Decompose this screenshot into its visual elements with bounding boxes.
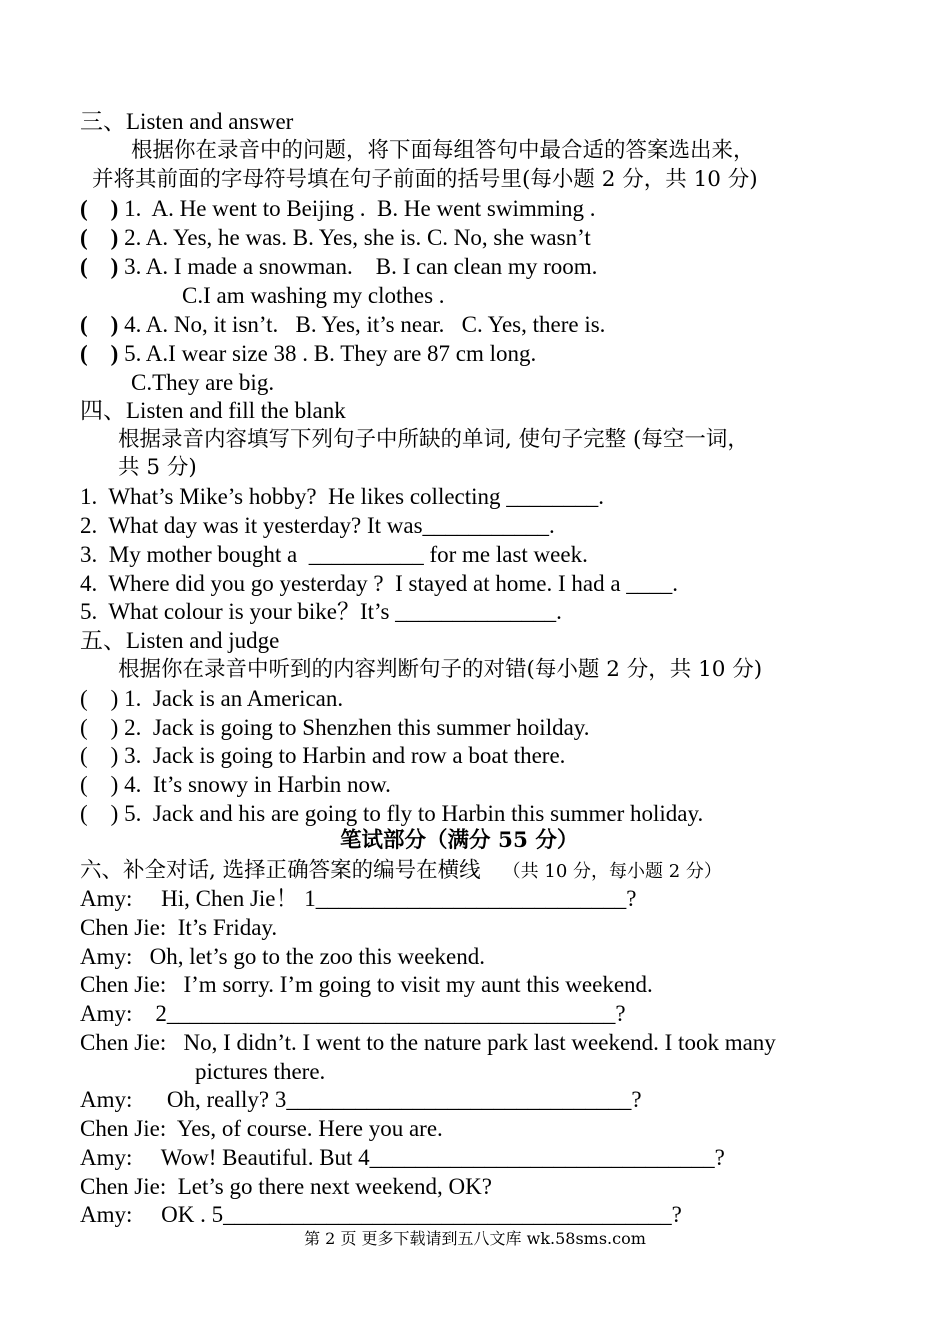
section5-item-3: ( ) 3. Jack is going to Harbin and row a boat there.	[80, 743, 566, 768]
dialogue-line-11: Amy: OK . 5_______________________________________?	[80, 1202, 682, 1227]
answer-bracket[interactable]: ( )	[80, 341, 119, 366]
section4-item-3: 3. My mother bought a __________ for me last week.	[80, 542, 588, 567]
section4-item-5: 5. What colour is your bike？It’s ______________.	[80, 599, 562, 624]
page-footer: 第 2 页 更多下载请到五八文库 wk.58sms.com	[304, 1229, 646, 1248]
dialogue-line-7: Amy: Oh, really? 3______________________________?	[80, 1087, 642, 1112]
dialogue-line-1: Amy: Hi, Chen Jie！ 1___________________________?	[80, 886, 637, 911]
section4-item-4: 4. Where did you go yesterday ? I stayed at home. I had a ____.	[80, 571, 679, 596]
section3-instruction-1: 根据你在录音中的问题，将下面每组答句中最合适的答案选出来，	[131, 138, 755, 163]
section3-heading: 三、Listen and answer	[80, 109, 294, 134]
dialogue-line-9: Amy: Wow! Beautiful. But 4______________________________?	[80, 1145, 725, 1170]
answer-bracket[interactable]: ( )	[80, 196, 119, 221]
written-part-title: 笔试部分（满分 55 分）	[340, 828, 579, 853]
dialogue-line-4: Chen Jie: I’m sorry. I’m going to visit my aunt this weekend.	[80, 972, 653, 997]
section5-item-5: ( ) 5. Jack and his are going to fly to Harbin this summer holiday.	[80, 801, 704, 826]
section5-item-2: ( ) 2. Jack is going to Shenzhen this summer hoilday.	[80, 715, 590, 740]
section3-instruction-2: 并将其前面的字母符号填在句子前面的括号里(每小题 2 分，共 10 分)	[92, 167, 758, 192]
section3-item-5-option-c: C.They are big.	[131, 370, 275, 395]
section6-score-note: （共 10 分，每小题 2 分）	[502, 861, 722, 882]
section3-item-2: ( ) 2. A. Yes, he was. B. Yes, she is. C. No, she wasn’t	[80, 225, 591, 250]
section3-item-3: ( ) 3. A. I made a snowman. B. I can clean my room.	[80, 254, 598, 279]
dialogue-line-5: Amy: 2_______________________________________?	[80, 1001, 626, 1026]
section5-item-1: ( ) 1. Jack is an American.	[80, 686, 344, 711]
section4-instruction-2: 共 5 分)	[118, 455, 197, 480]
dialogue-line-6: Chen Jie: No, I didn’t. I went to the nature park last weekend. I took many	[80, 1030, 776, 1055]
section4-item-2: 2. What day was it yesterday? It was___________.	[80, 513, 555, 538]
section3-item-3-option-c: C.I am washing my clothes .	[182, 283, 445, 308]
dialogue-line-2: Chen Jie: It’s Friday.	[80, 915, 278, 940]
dialogue-line-6-cont: pictures there.	[195, 1059, 326, 1084]
section3-item-4: ( ) 4. A. No, it isn’t. B. Yes, it’s near. C. Yes, there is.	[80, 312, 606, 337]
section6-heading-row	[80, 855, 722, 886]
dialogue-line-8: Chen Jie: Yes, of course. Here you are.	[80, 1116, 443, 1141]
dialogue-line-10: Chen Jie: Let’s go there next weekend, OK?	[80, 1174, 492, 1199]
dialogue-line-3: Amy: Oh, let’s go to the zoo this weekend.	[80, 944, 485, 969]
section5-heading: 五、Listen and judge	[80, 628, 280, 653]
section4-item-1: 1. What’s Mike’s hobby? He likes collecting ________.	[80, 484, 605, 509]
answer-bracket[interactable]: ( )	[80, 312, 119, 337]
section6-heading: 六、补全对话, 选择正确答案的编号在横线	[80, 858, 481, 883]
section3-item-5: ( ) 5. A.I wear size 38 . B. They are 87 cm long.	[80, 341, 537, 366]
section4-instruction-1: 根据录音内容填写下列句子中所缺的单词, 使句子完整 (每空一词，	[118, 427, 749, 452]
section5-instruction: 根据你在录音中听到的内容判断句子的对错(每小题 2 分，共 10 分)	[118, 657, 763, 682]
section5-item-4: ( ) 4. It’s snowy in Harbin now.	[80, 772, 391, 797]
section4-heading: 四、Listen and fill the blank	[80, 398, 346, 423]
section3-item-1: ( ) 1. A. He went to Beijing . B. He went swimming .	[80, 196, 596, 221]
answer-bracket[interactable]: ( )	[80, 254, 119, 279]
answer-bracket[interactable]: ( )	[80, 225, 119, 250]
